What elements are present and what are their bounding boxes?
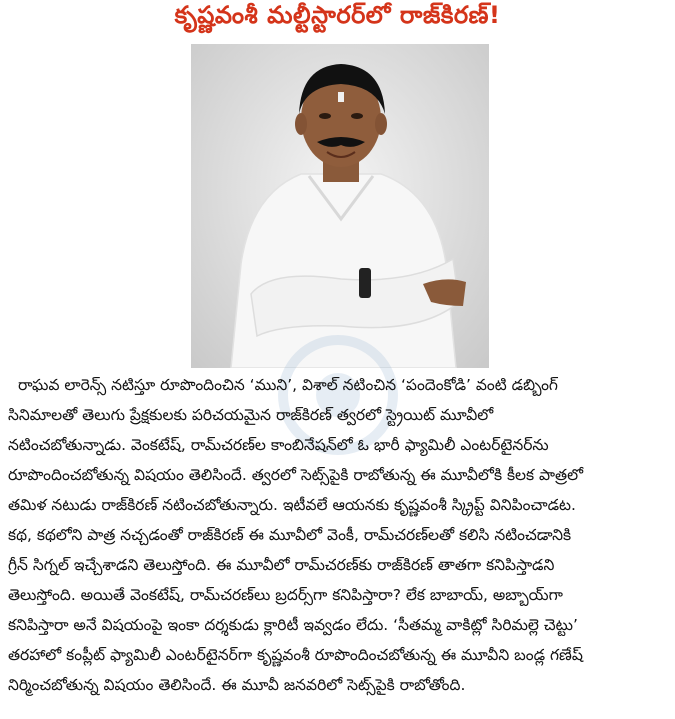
- article-line: తరహాలో కంప్లీట్ ఫ్యామిలీ ఎంటర్‌టైనర్‌గా కృష్ణవంశీ రూపొందించబోతున్న ఈ మూవీని బండ్ల గణేష్: [8, 646, 583, 664]
- article-line: రూపొందించబోతున్న విషయం తెలిసిందే. త్వరలో సెట్స్‌పైకి రాబోతున్న ఈ మూవీలోకి కీలక పాత్రలో: [8, 466, 584, 484]
- article-line: కథ, కథలోని పాత్ర నచ్చడంతో రాజ్‌కిరణ్ ఈ మూవీలో వెంకీ, రామ్‌చరణ్‌లతో కలిసి నటించడానికి: [8, 526, 572, 544]
- article-line: నిర్మించబోతున్న విషయం తెలిసిందే. ఈ మూవీ జనవరిలో సెట్స్‌పైకి రాబోతోంది.: [8, 676, 466, 694]
- article-line: నటించబోతున్నాడు. వెంకటేష్, రామ్‌చరణ్‌ల కాంబినేషన్‌లో ఓ భారీ ఫ్యామిలీ ఎంటర్‌టైనర్‌ను: [8, 436, 549, 454]
- article-line: సినిమాలతో తెలుగు ప్రేక్షకులకు పరిచయమైన రాజ్‌కిరణ్ త్వరలో స్ట్రెయిట్ మూవీలో: [8, 406, 494, 424]
- article-line: తెలుస్తోంది. అయితే వెంకటేష్, రామ్‌చరణ్‌లు బ్రదర్స్‌గా కనిపిస్తారా? లేక బాబాయ్, అబ్బాయ్‌గా: [8, 586, 563, 604]
- article-line: గ్రీన్ సిగ్నల్ ఇచ్చేశాడని తెలుస్తోంది. ఈ మూవీలో రామ్‌చరణ్‌కు రాజ్‌కిరణ్ తాతగా కనిపిస్తాడని: [8, 556, 555, 574]
- article-headline: కృష్ణవంశీ మల్టీస్టారర్‌లో రాజ్‌కిరణ్!: [174, 1, 501, 29]
- article-line: రాఘవ లారెన్స్ నటిస్తూ రూపొందించిన ‘ముని’, విశాల్ నటించిన ‘పందెంకోడి’ వంటి డబ్బింగ్: [18, 376, 558, 394]
- person-photo-icon: [191, 44, 489, 368]
- article-body: [8, 370, 667, 700]
- article-line: కనిపిస్తారా అనే విషయంపై ఇంకా దర్శకుడు క్లారిటీ ఇవ్వడం లేదు. ‘సీతమ్మ వాకిట్లో సిరిమల్లె చెట్టు’: [8, 616, 578, 634]
- actor-photo: [191, 44, 489, 368]
- article-line: తమిళ నటుడు రాజ్‌కిరణ్ నటించబోతున్నారు. ఇటీవలే ఆయనకు కృష్ణవంశీ స్క్రిప్ట్ వినిపించాడట.: [8, 496, 576, 514]
